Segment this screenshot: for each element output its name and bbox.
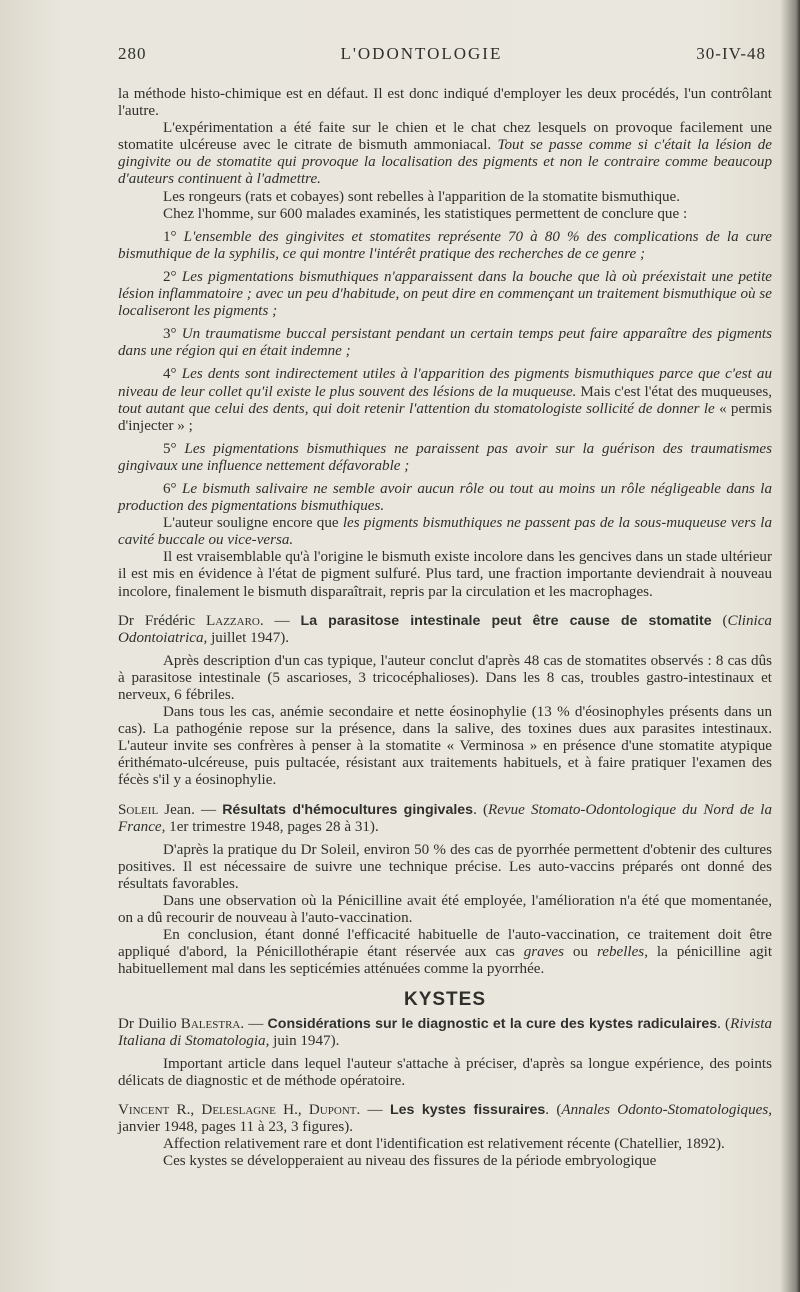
conclusion-item: 3° Un traumatisme buccal persistant pendant un certain temps peut faire apparaître des pigments dans une région qui en était indemne ; xyxy=(118,326,772,360)
page-number: 280 xyxy=(118,44,147,63)
issue-date: 30-IV-48 xyxy=(696,44,766,63)
paragraph: Important article dans lequel l'auteur s'attache à préciser, d'après sa longue expérience, des points délicats de diagnostic et de méthode opératoire. xyxy=(118,1055,772,1089)
paragraph: Chez l'homme, sur 600 malades examinés, les statistiques permettent de conclure que : xyxy=(163,205,688,222)
conclusion-item: 2° Les pigmentations bismuthiques n'apparaissent dans la bouche que là où préexistait une petite lésion inflammatoire ; avec un peu d'habitude, on peut dire en commençant un traitement bismuthique où se localiseront les pigments ; xyxy=(118,268,772,320)
paragraph: Ces kystes se développeraient au niveau des fissures de la période embryologique xyxy=(163,1153,657,1170)
conclusion-item: 5° Les pigmentations bismuthiques ne paraissent pas avoir sur la guérison des traumatismes gingivaux une influence nettement défavorable ; xyxy=(118,440,773,474)
journal-title: L'ODONTOLOGIE xyxy=(340,44,503,63)
paragraph: En conclusion, étant donné l'efficacité habituelle de l'auto-vaccination, ce traitement doit être appliqué d'abord, la Pénicillothérapie étant réservée aux cas graves ou rebelles, la pénicilline agit habituellement mal dans les septicémies atténuées comme la pyorrhée. xyxy=(118,927,773,978)
conclusion-item: 1° L'ensemble des gingivites et stomatites représente 70 à 80 % des complications de la cure bismuthique de la syphilis, ce qui montre l'intérêt pratique des recherches de ce genre ; xyxy=(118,228,772,262)
reference-balestra: Dr Duilio Balestra. — Considérations sur le diagnostic et la cure des kystes radiculaires. (Rivista Italiana di Stomatologia, juin 1947). xyxy=(118,1015,773,1049)
paragraph: Après description d'un cas typique, l'auteur conclut d'après 48 cas de stomatites observés : 8 cas dûs à parasitose intestinale (5 ascarioses, 3 tricocéphalioses). Dans les 8 cas, troubles gastro-intestinaux et nerveux, 6 fébriles. xyxy=(118,652,772,703)
paragraph: la méthode histo-chimique est en défaut. Il est donc indiqué d'employer les deux procédés, l'un contrôlant l'autre. xyxy=(118,86,772,120)
paragraph: Dans tous les cas, anémie secondaire et nette éosinophylie (13 % d'éosinophyles présents dans un cas). La pathogénie repose sur la présence, dans la salive, des toxines dues aux parasites intestinaux. L'auteur invite ses confrères à penser à la stomatite « Verminosa » en présence d'une stomatite atypique érithémato-ulcéreuse, puis pultacée, résistant aux traitements habituels, et à faire pratiquer l'examen des fécès s'il y a éosinophylie. xyxy=(118,704,772,789)
paragraph: Il est vraisemblable qu'à l'origine le bismuth existe incolore dans les gencives dans un stade ultérieur il est mis en évidence à l'état de pigment sulfuré. Plus tard, une fraction importante deviendrait à nouveau incolore, finalement le bismuth disparaîtrait, repris par la circulation et les macrophages. xyxy=(118,549,772,600)
conclusion-item: 4° Les dents sont indirectement utiles à l'apparition des pigments bismuthiques parce que c'est au niveau de leur collet qu'il existe le plus souvent des lésions de la muqueuse. Mais c'est l'état des muqueuses, tout autant que celui des dents, qui doit retenir l'attention du stomatologiste sollicité de donner le « permis d'injecter » ; xyxy=(118,366,773,434)
paragraph: L'auteur souligne encore que les pigments bismuthiques ne passent pas de la sous-muqueuse vers la cavité buccale ou vice-versa. xyxy=(118,515,772,549)
running-header xyxy=(118,44,772,64)
paragraph: Dans une observation où la Pénicilline avait été employée, l'amélioration n'a été que momentanée, on a dû recourir de nouveau à l'auto-vaccination. xyxy=(118,893,772,927)
reference-lazzaro: Dr Frédéric Lazzaro. — La parasitose intestinale peut être cause de stomatite (Clinica Odontoiatrica, juillet 1947). xyxy=(118,612,772,646)
section-heading-kystes: KYSTES xyxy=(403,988,487,1010)
conclusion-item: 6° Le bismuth salivaire ne semble avoir aucun rôle ou tout au moins un rôle négligeable dans la production des pigmentations bismuthiques. xyxy=(118,480,772,515)
paragraph: Affection relativement rare et dont l'identification est relativement récente (Chatellier, 1892). xyxy=(163,1136,725,1153)
paragraph: L'expérimentation a été faite sur le chien et le chat chez lesquels on provoque facilement une stomatite ulcéreuse avec le citrate de bismuth ammoniacal. Tout se passe comme si c'était la lésion de gingivite ou de stomatite qui provoque la localisation des pigments et non le contraire comme beaucoup d'auteurs continuent à l'admettre. xyxy=(118,120,772,188)
reference-vincent: Vincent R., Deleslagne H., Dupont. — Les kystes fissuraires. (Annales Odonto-Stomatologiques, janvier 1948, pages 11 à 23, 3 figures). xyxy=(118,1101,772,1136)
paragraph: D'après la pratique du Dr Soleil, environ 50 % des cas de pyorrhée permettent d'obtenir des cultures positives. Il est nécessaire de suivre une technique précise. Les auto-vaccins préparés ont donné des résultats favorables. xyxy=(118,841,772,892)
body-text xyxy=(118,86,772,1170)
paragraph: Les rongeurs (rats et cobayes) sont rebelles à l'apparition de la stomatite bismuthique. xyxy=(163,188,681,205)
reference-soleil: Soleil Jean. — Résultats d'hémocultures gingivales. (Revue Stomato-Odontologique du Nord de la France, 1er trimestre 1948, pages 28 à 31). xyxy=(118,801,773,835)
